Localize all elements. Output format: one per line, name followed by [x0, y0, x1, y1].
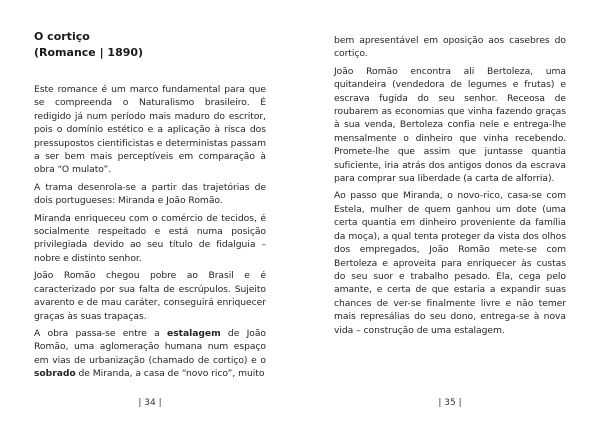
paragraph: Miranda enriqueceu com o comércio de tecidos, é socialmente respeitado e está numa posição privilegiada devido ao seu título de fidalguia – nobre e distinto senhor. [34, 212, 266, 264]
text-run: de Miranda, a casa de “novo rico”, muito [75, 368, 265, 380]
paragraph: João Romão encontra ali Bertoleza, uma quitandeira (vendedora de legumes e frutas) e escrava fugida do seu senhor. Receosa de roubarem as economias que vinha fazendo graças à sua venda, Bertoleza confia nele e entrega-lhe mensalmente o dinheiro que vinha recebendo. Promete-lhe que assim que juntasse quantia suficiente, iria atrás dos antigos donos da escrava para comprar sua liberdade (a carta de alforria). [334, 65, 566, 185]
paragraph: Este romance é um marco fundamental para que se compreenda o Naturalismo brasileiro. É redigido já num período mais maduro do escritor, pois o domínio estético e a aplicação à risca dos pressupostos cientificistas e deterministas passam a ser bem mais perceptíveis em comparação à obra “O mulato”. [34, 84, 266, 176]
page-number: | 34 | [138, 398, 162, 408]
right-page [334, 0, 566, 422]
text-run: A obra passa-se entre a [34, 327, 168, 339]
text-run: de João Romão, uma aglomeração humana num espaço em vias de urbanização (chamado de cortiço) e o [34, 327, 266, 366]
book-subtitle: (Romance | 1890) [34, 46, 144, 59]
left-page [34, 0, 266, 422]
paragraph: A trama desenrola-se a partir das trajetórias de dois portugueses: Miranda e João Romão. [34, 181, 266, 207]
paragraph: Ao passo que Miranda, o novo-rico, casa-se com Estela, mulher de quem ganhou um dote (uma certa quantia em dinheiro proveniente da família da moça), a qual tenta proteger da vista dos olhos dos empregados, João Romão mete-se com Bertoleza e aproveita para enriquecer às custas do seu suor e trabalho pesado. Ela, cega pelo amante, e certa de que estaria a expandir suas chances de ver-se finalmente livre e não temer mais represálias do seu dono, entrega-se à nova vida – construção de uma estalagem. [334, 190, 566, 336]
page-number: | 35 | [438, 398, 462, 408]
bold-term-sobrado: sobrado [34, 368, 76, 380]
bold-term-estalagem: estalagem [167, 327, 221, 339]
paragraph: bem apresentável em oposição aos casebres do cortiço. [334, 35, 566, 60]
book-title: O cortiço [34, 30, 90, 43]
chapter-heading [34, 29, 266, 61]
paragraph-last [34, 327, 266, 381]
paragraph: João Romão chegou pobre ao Brasil e é caracterizado por sua falta de escrúpulos. Sujeito avarento e de mau caráter, conseguirá enriquecer graças às suas trapaças. [34, 270, 266, 322]
